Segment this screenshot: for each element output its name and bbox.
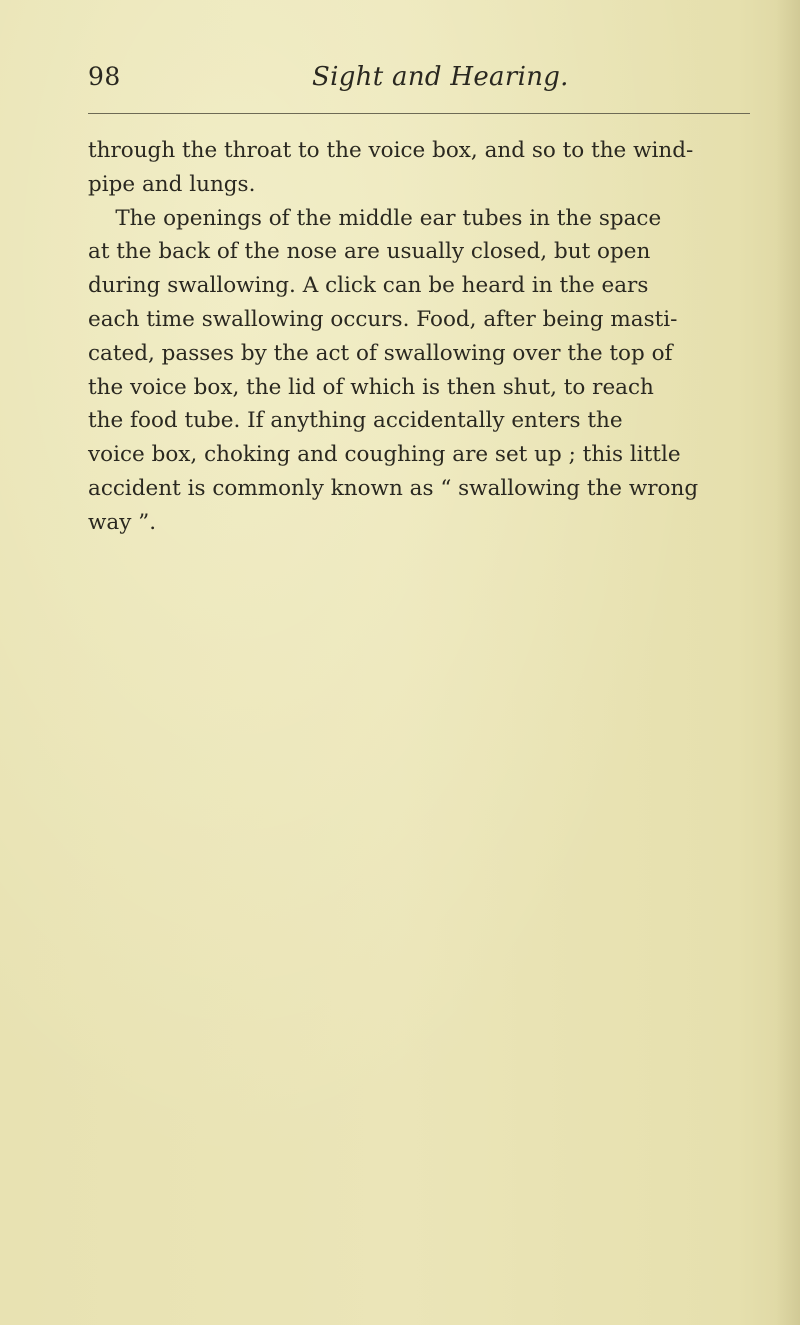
body-text xyxy=(88,134,768,540)
running-title: Sight and Hearing. xyxy=(312,62,569,92)
header-rule xyxy=(88,113,750,114)
text-line: pipe and lungs. xyxy=(88,171,256,197)
text-line: during swallowing. A click can be heard in the ears xyxy=(88,273,649,299)
text-line: way ”. xyxy=(88,509,157,535)
text-line: The openings of the middle ear tubes in the space xyxy=(88,205,662,231)
text-line: the voice box, the lid of which is then shut, to reach xyxy=(88,374,654,400)
page-edge-shadow xyxy=(776,0,800,1325)
text-line: cated, passes by the act of swallowing over the top of xyxy=(88,340,673,366)
text-line: the food tube. If anything accidentally enters the xyxy=(88,408,623,434)
text-line: through the throat to the voice box, and so to the wind- xyxy=(88,138,694,163)
page-number: 98 xyxy=(88,62,121,91)
text-line: accident is commonly known as “ swallowing the wrong xyxy=(88,475,699,501)
text-line: at the back of the nose are usually closed, but open xyxy=(88,239,651,265)
text-line: each time swallowing occurs. Food, after being masti- xyxy=(88,306,678,332)
page-header xyxy=(88,62,750,102)
text-line: voice box, choking and coughing are set up ; this little xyxy=(88,442,681,468)
